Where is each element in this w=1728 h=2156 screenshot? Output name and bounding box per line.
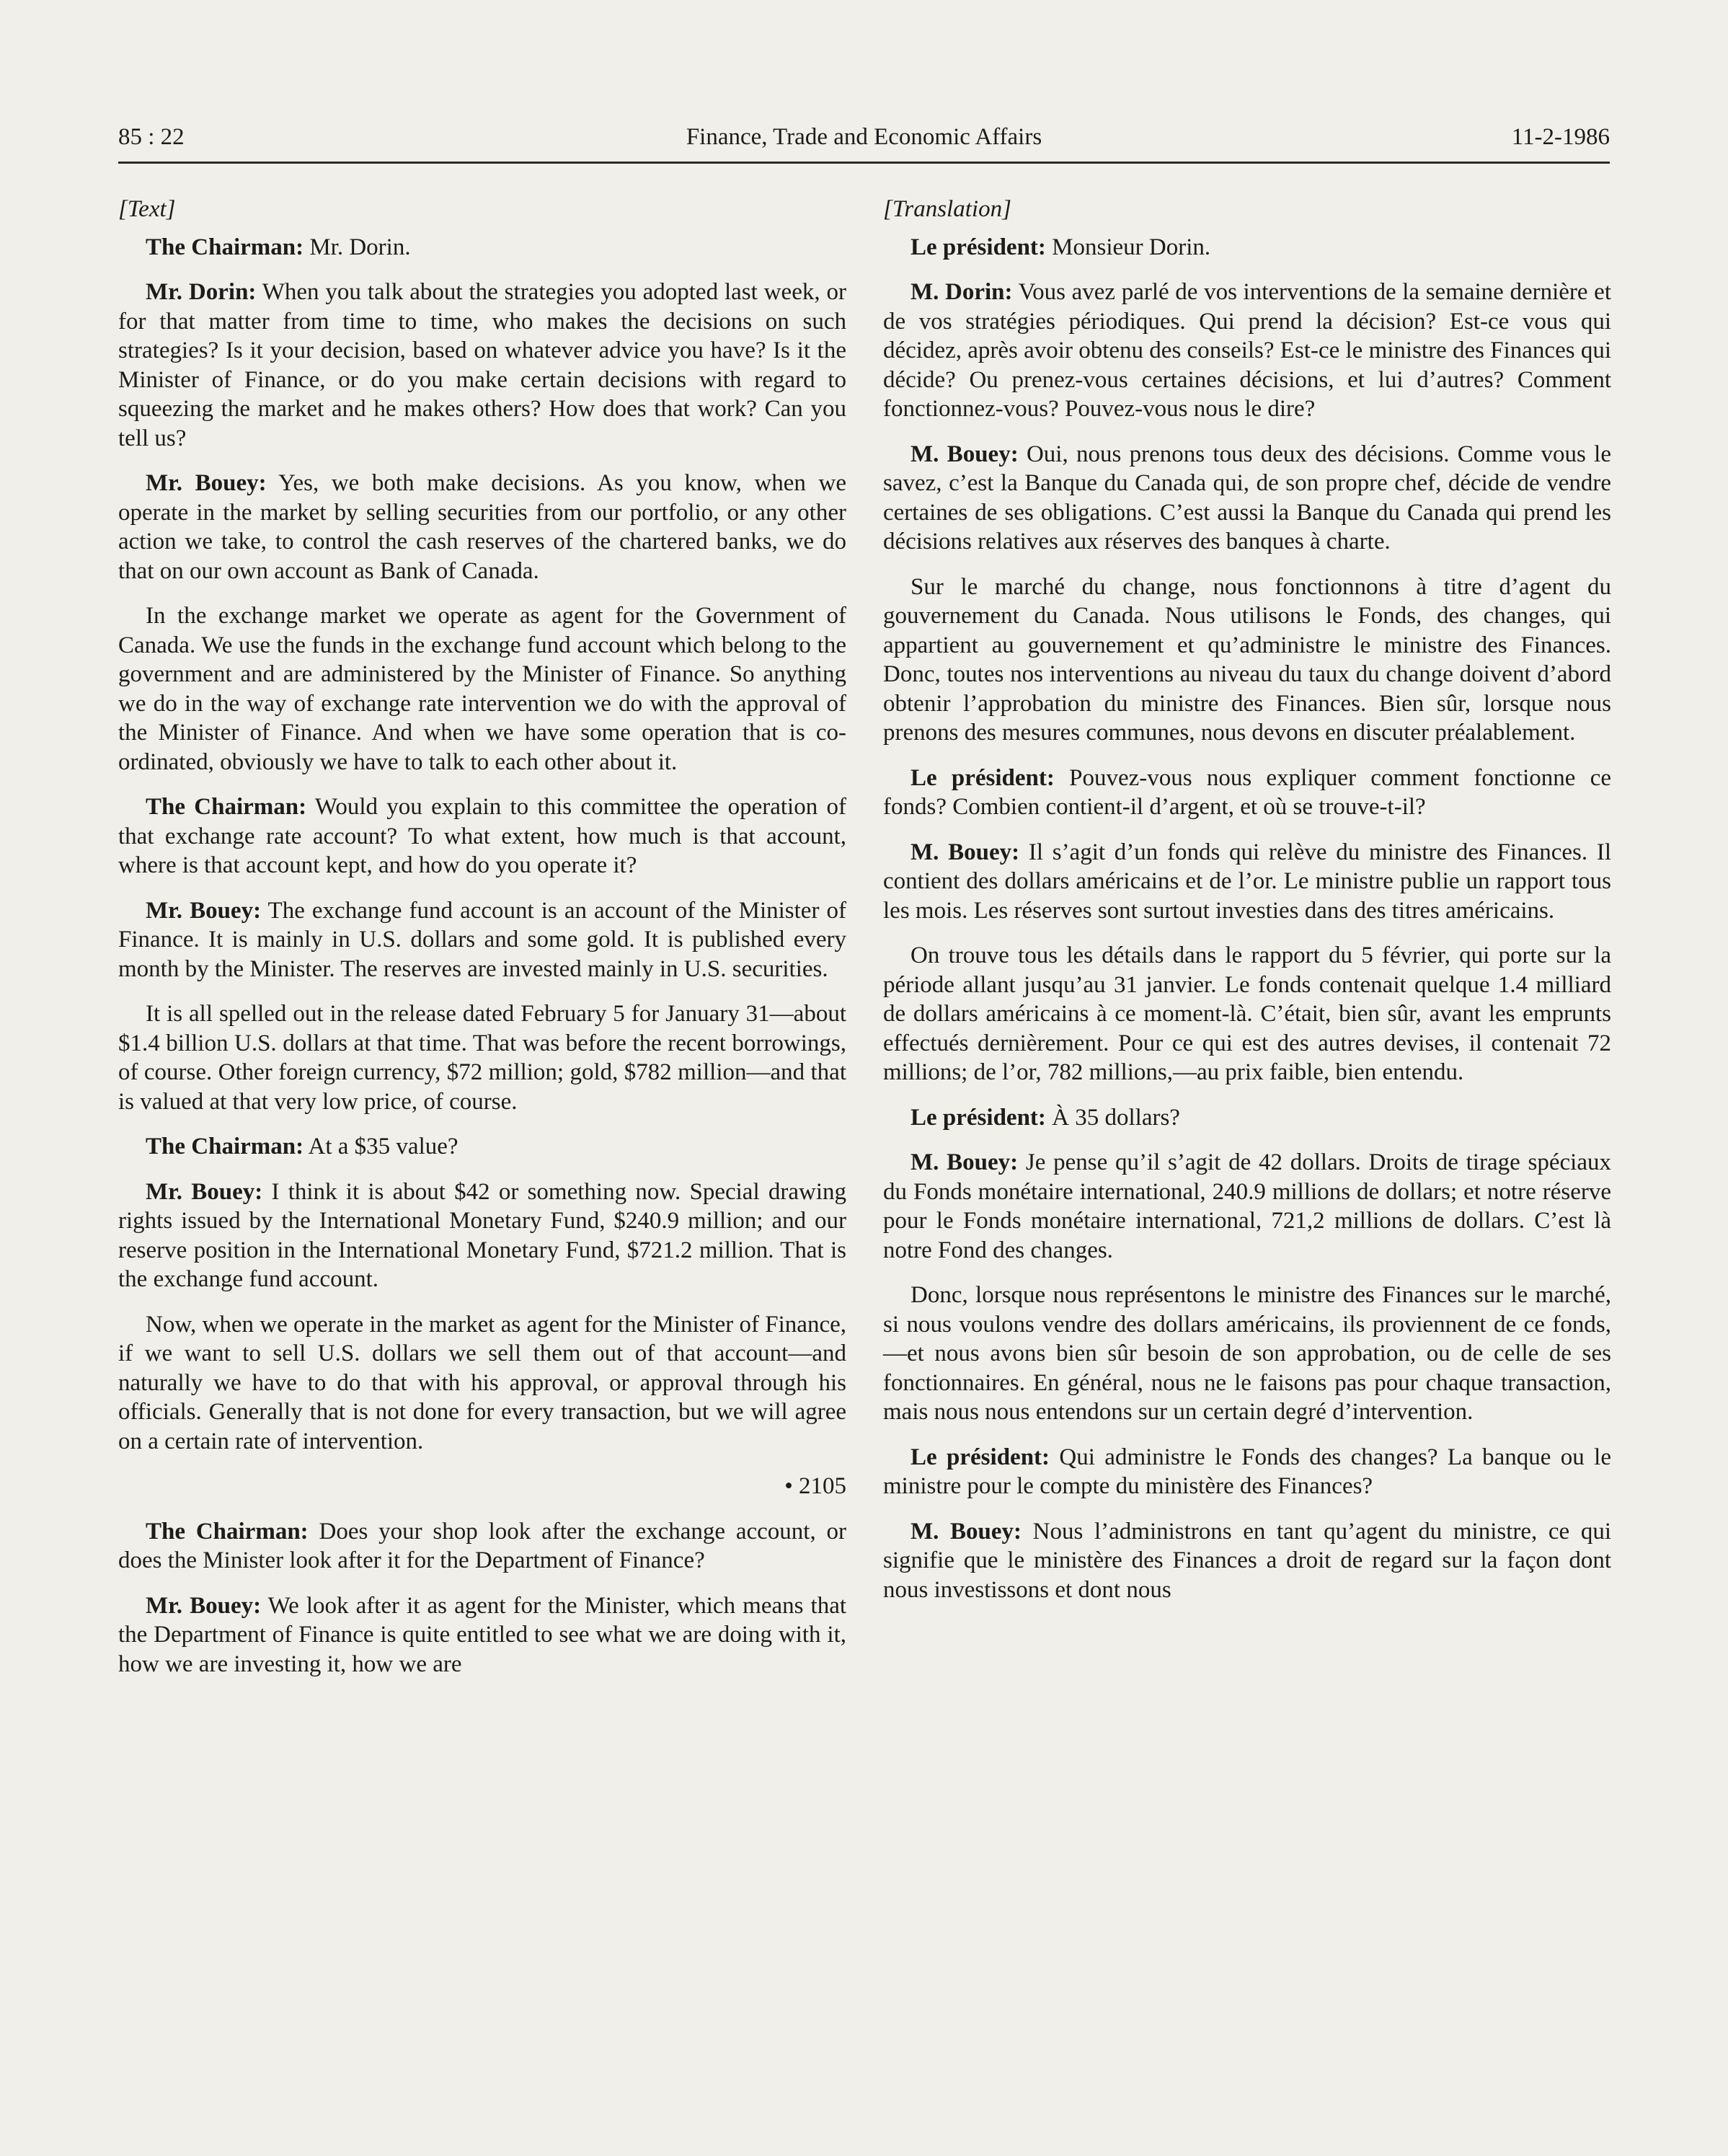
paragraph-text: Monsieur Dorin. [1045, 234, 1211, 260]
paragraph-text: At a $35 value? [303, 1134, 458, 1159]
paragraph-text: It is all spelled out in the release dated February 5 for January 31—about $1.4 billion U.S. dollars at that time. That was before the recent borrowings, of course. Other foreign currency, $72 million; gold, $782 million—and that is valued at that very low price, of course. [118, 1001, 846, 1115]
paragraph-text: In the exchange market we operate as agent for the Government of Canada. We use the funds in the exchange fund account which belong to the government and are administered by the Minister of Finance. So anything we do in the way of exchange rate intervention we do with the approval of the Minister of Finance. And when we have some operation that is co-ordinated, obviously we have to talk to each other about it. [118, 603, 846, 775]
time-marker: • 2105 [784, 1473, 846, 1499]
paragraph-text: Qui administre le Fonds des changes? La banque ou le ministre pour le compte du ministère des Finances? [883, 1444, 1611, 1499]
language-tag-text: Translation [892, 196, 1003, 222]
transcript-paragraph [118, 1178, 846, 1294]
transcript-paragraph [118, 999, 846, 1116]
right-column-french [883, 195, 1611, 1620]
speaker-name: Le président: [910, 234, 1046, 260]
page-number: 85 : 22 [118, 124, 185, 150]
transcript-paragraph [883, 838, 1611, 926]
speaker-name: M. Bouey: [910, 1149, 1019, 1175]
paragraph-text: Would you explain to this committee the operation of that exchange rate account? To what extent, how much is that account, where is that account kept, and how do you operate it? [118, 794, 847, 878]
transcript-paragraph [118, 1132, 846, 1162]
speaker-name: The Chairman: [146, 234, 304, 260]
speaker-name: Mr. Bouey: [146, 470, 267, 496]
language-tag-text: Text [127, 196, 167, 222]
paragraph-text: We look after it as agent for the Minister, which means that the Department of Finance is quite entitled to see what we are doing with it, how we are investing it, how we are [118, 1592, 847, 1677]
paragraph-text: When you talk about the strategies you adopted last week, or for that matter from time to time, who makes the decisions on such strategies? Is it your decision, based on whatever advice you have? Is it the Minister of Finance, or do you make certain decisions with regard to squeezing the market and he makes others? How does that work? Can you tell us? [118, 279, 846, 451]
transcript-paragraph [883, 573, 1611, 748]
language-tag: [Translation] [883, 196, 1011, 222]
transcript-paragraph [883, 1517, 1611, 1605]
transcript-paragraph [118, 1591, 846, 1679]
transcript-paragraph [883, 764, 1611, 822]
speaker-name: Mr. Bouey: [146, 897, 262, 924]
paragraph-text: À 35 dollars? [1045, 1104, 1180, 1131]
left-column-english [118, 195, 846, 1695]
transcript-paragraph [118, 469, 846, 586]
paragraph-text: On trouve tous les détails dans le rapport du 5 février, qui porte sur la période allant jusqu’au 31 janvier. Le fonds contenait quelque 1.4 milliard de dollars américains à ce moment-là. C’était, bien sûr, avant les emprunts effectués dernièrement. Pour ce qui est des autres devises, il contenait 72 millions; de l’or, 782 millions,—au prix faible, bien entendu. [883, 942, 1611, 1085]
paragraph-text: Now, when we operate in the market as agent for the Minister of Finance, if we want to sell U.S. dollars we sell them out of that account—and naturally we have to do that with his approval, or approval through his officials. Generally that is not done for every transaction, but we will agree on a certain rate of intervention. [118, 1311, 846, 1454]
speaker-name: The Chairman: [146, 794, 307, 820]
paragraph-text: Nous l’administrons en tant qu’agent du ministre, ce qui signifie que le ministère des Finances a droit de regard sur la façon dont nous investissons et dont nous [883, 1518, 1611, 1603]
speaker-name: The Chairman: [146, 1518, 309, 1545]
paragraph-text: Oui, nous prenons tous deux des décisions. Comme vous le savez, c’est la Banque du Canada qui, de son propre chef, décide de vendre certaines de ses obligations. C’est aussi la Banque du Canada qui prend les décisions relatives aux réserves des banques à charte. [883, 441, 1611, 555]
transcript-paragraph [118, 1517, 846, 1576]
paragraph-text: Does your shop look after the exchange account, or does the Minister look after it for the Department of Finance? [118, 1518, 847, 1573]
transcript-paragraph [118, 278, 846, 453]
paragraph-text: Sur le marché du change, nous fonctionnons à titre d’agent du gouvernement du Canada. Nous utilisons le Fonds, des changes, qui appartient au gouvernement et qu’administre le ministre des Finances. Donc, toutes nos interventions au niveau du taux du change doivent d’abord obtenir l’approbation du ministre des Finances. Bien sûr, lorsque nous prenons des mesures communes, nous devons en discuter préalablement. [883, 573, 1611, 746]
speaker-name: Mr. Bouey: [146, 1592, 262, 1619]
speaker-name: M. Dorin: [910, 279, 1013, 305]
transcript-paragraph [883, 1443, 1611, 1501]
transcript-paragraph [883, 440, 1611, 557]
transcript-paragraph [118, 896, 846, 984]
transcript-paragraph [883, 278, 1611, 424]
language-tag: [Text] [118, 196, 176, 222]
transcript-paragraph [883, 941, 1611, 1087]
transcript-paragraph [118, 792, 846, 880]
transcript-paragraph [883, 1103, 1611, 1133]
speaker-name: M. Bouey: [910, 1518, 1022, 1545]
paragraph-text: Donc, lorsque nous représentons le ministre des Finances sur le marché, si nous voulons vendre des dollars américains, ils proviennent de ce fonds,—et nous avons bien sûr besoin de son approbation, ou de celle de ses fonctionnaires. En général, nous ne le faisons pas pour chaque transaction, mais nous nous entendons sur un certain degré d’intervention. [883, 1282, 1611, 1425]
paragraph-text: Je pense qu’il s’agit de 42 dollars. Droits de tirage spéciaux du Fonds monétaire international, 240.9 millions de dollars; et notre réserve pour le Fonds monétaire international, 721,2 millions de dollars. C’est là notre Fond des changes. [883, 1149, 1611, 1263]
transcript-paragraph [118, 1310, 846, 1457]
paragraph-text: Yes, we both make decisions. As you know, when we operate in the market by selling securities from our portfolio, or any other action we take, to control the cash reserves of the chartered banks, we do that on our own account as Bank of Canada. [118, 470, 846, 584]
paragraph-text: Il s’agit d’un fonds qui relève du ministre des Finances. Il contient des dollars américains et de l’or. Le ministre publie un rapport tous les mois. Les réserves sont surtout investies dans des titres américains. [883, 839, 1611, 924]
paragraph-text: I think it is about $42 or something now. Special drawing rights issued by the International Monetary Fund, $240.9 million; and our reserve position in the International Monetary Fund, $721.2 million. That is the exchange fund account. [118, 1178, 846, 1292]
speaker-name: Mr. Dorin: [146, 279, 257, 305]
speaker-name: Le président: [910, 764, 1055, 791]
paragraph-text: Vous avez parlé de vos interventions de la semaine dernière et de vos stratégies périodiques. Qui prend la décision? Est-ce vous qui décidez, après avoir obtenu des conseils? Est-ce le ministre des Finances qui décide? Ou prenez-vous certaines décisions, et lui d’autres? Comment fonctionnez-vous? Pouvez-vous nous le dire? [883, 279, 1611, 422]
speaker-name: Mr. Bouey: [146, 1178, 263, 1205]
page-date: 11-2-1986 [1511, 124, 1610, 150]
transcript-paragraph [883, 233, 1611, 262]
transcript-paragraph [118, 233, 846, 262]
speaker-name: M. Bouey: [910, 839, 1020, 865]
speaker-name: The Chairman: [146, 1134, 304, 1159]
publication-title: Finance, Trade and Economic Affairs [686, 124, 1042, 150]
speaker-name: Le président: [910, 1444, 1050, 1470]
speaker-name: M. Bouey: [910, 441, 1019, 467]
transcript-paragraph [883, 1281, 1611, 1427]
transcript-paragraph [883, 1148, 1611, 1265]
header-rule [118, 162, 1610, 164]
paragraph-text: The exchange fund account is an account of the Minister of Finance. It is mainly in U.S. dollars and some gold. It is published every month by the Minister. The reserves are invested mainly in U.S. securities. [118, 897, 846, 982]
running-head [118, 124, 1610, 162]
transcript-paragraph [118, 601, 846, 777]
speaker-name: Le président: [910, 1104, 1046, 1131]
paragraph-text: Pouvez-vous nous expliquer comment fonctionne ce fonds? Combien contient-il d’argent, et où se trouve-t-il? [883, 764, 1611, 820]
paragraph-text: Mr. Dorin. [303, 234, 411, 260]
